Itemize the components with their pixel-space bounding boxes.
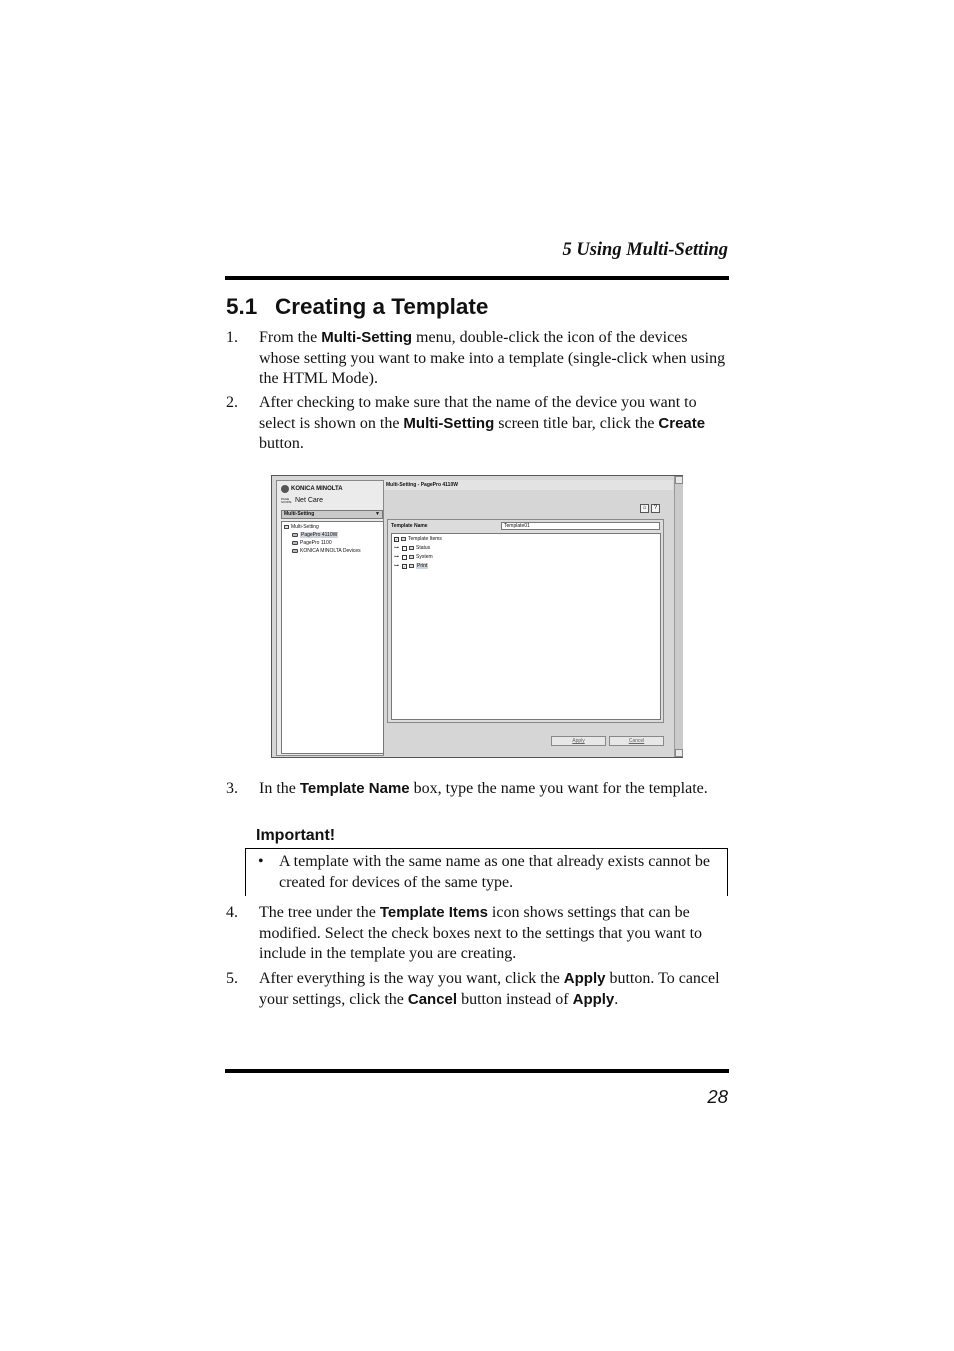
text-run: After checking to make sure that the name of the device you want to select is shown on the [259,394,697,432]
brand-name: KONICA MINOLTA [291,486,343,492]
expand-icon[interactable]: ⊶ [394,554,399,560]
step-number: 3. [226,780,238,797]
tree-root[interactable] [284,524,319,530]
step-4 [226,903,728,965]
tree-item-label: Multi-Setting [291,524,319,530]
multi-setting-screenshot [271,475,683,758]
section-heading [226,294,488,320]
tree-system[interactable] [394,554,433,560]
expand-icon[interactable]: ⊶ [394,563,399,569]
tree-item-pagepro-1100[interactable] [292,540,332,546]
scroll-up-icon[interactable] [675,476,683,484]
text-run: The tree under the [259,904,380,921]
checkbox-unchecked[interactable] [402,555,407,560]
template-panel [387,519,664,723]
help-icon[interactable]: ? [651,504,660,513]
text-run: . [614,990,619,1008]
folder-icon [401,537,406,541]
step-number: 4. [226,904,238,921]
printer-icon [292,549,298,553]
step-number: 2. [226,394,238,411]
text-run: In the [259,780,300,797]
folder-icon [409,564,414,568]
step-text [259,903,728,965]
home-icon[interactable]: ⌂ [640,504,649,513]
ui-term: Template Items [379,904,488,921]
ui-term: Cancel [407,990,458,1008]
tree-item-label: KONICA MINOLTA Devices [300,548,361,554]
section-number: 5.1 [226,294,258,319]
scroll-down-icon[interactable] [675,749,683,757]
ui-term: Create [658,414,706,432]
important-note-box [245,848,728,896]
folder-icon [409,555,414,559]
tree-template-items[interactable] [394,536,442,542]
ui-term: Template Name [299,780,410,797]
template-name-label: Template Name [391,523,428,529]
header-rule [225,276,729,280]
apply-button[interactable]: Apply [551,736,606,746]
chevron-down-icon: ▼ [375,511,380,517]
folder-icon [284,525,289,529]
brand-logo [281,485,343,493]
important-label: Important! [256,827,336,844]
tree-status[interactable] [394,545,430,551]
tree-item-label: Print [417,563,428,569]
product-label: Net Care [295,497,324,504]
product-small-label: PAGE SCOPE [281,496,292,504]
left-pane [276,480,384,756]
folder-icon [409,546,414,550]
important-text: A template with the same name as one that already exists cannot be created for devices of the same type. [279,853,710,891]
checkbox-unchecked[interactable] [402,546,407,551]
expand-icon[interactable]: ⊶ [394,545,399,551]
text-run: box, type the name you want for the template. [409,780,708,797]
step-1 [226,328,728,390]
text-run: button. To cancel your settings, click the [259,970,720,1008]
template-items-tree [391,533,661,720]
step-5 [226,969,728,1010]
ui-term: Multi-Setting [403,414,495,432]
checkbox-checked[interactable]: ✓ [395,536,399,542]
template-name-input[interactable]: Template01 [501,522,660,530]
text-run: icon shows settings that can be modified. Select the check boxes next to the settings that you want to include in the template you are creating. [259,904,703,963]
tree-item-label: PagePro 1100 [300,540,332,546]
ui-term: Apply [572,990,615,1008]
step-text [259,779,728,800]
step-number: 5. [226,970,238,987]
tree-item-label: Status [416,545,431,551]
product-name [281,497,323,504]
tree-item-label: Template Items [408,536,442,542]
header-icons [640,504,660,513]
menu-dropdown[interactable] [281,510,383,519]
step-2 [226,393,728,455]
step-text [259,393,728,455]
tree-print[interactable] [394,563,428,569]
footer-rule [225,1069,729,1073]
vertical-scrollbar[interactable] [674,476,683,757]
step-text [259,328,728,390]
screen-title-bar: Multi-Setting - PagePro 4110W [384,480,673,490]
printer-icon [292,541,298,545]
menu-selected-value: Multi-Setting [284,511,315,517]
ui-term: Apply [563,970,606,987]
text-run: button instead of [457,990,573,1008]
text-run: button. [259,435,304,453]
step-number: 1. [226,329,238,346]
tree-item-pagepro-4110w[interactable] [292,532,338,538]
tree-item-konica-minolta-devices[interactable] [292,548,361,554]
running-header: 5 Using Multi-Setting [562,240,728,260]
device-tree [281,521,384,754]
step-text [259,969,728,1010]
printer-icon [292,533,298,537]
tree-item-label: System [416,554,433,560]
text-run: From the [259,329,322,346]
ui-term: Multi-Setting [321,329,413,346]
cancel-button[interactable]: Cancel [609,736,664,746]
step-3 [226,779,728,800]
konica-logo-icon [281,485,289,493]
text-run: screen title bar, click the [494,414,659,432]
tree-item-label: PagePro 4110W [301,532,338,538]
text-run: menu, double-click the icon of the devices whose setting you want to make into a template (single-click when using the HTML Mode). [259,329,726,388]
checkbox-checked[interactable]: ✓ [403,563,407,569]
section-title: Creating a Template [275,294,489,319]
bullet: • [258,853,264,870]
text-run: After everything is the way you want, click the [259,970,564,987]
page-number: 28 [707,1086,728,1107]
